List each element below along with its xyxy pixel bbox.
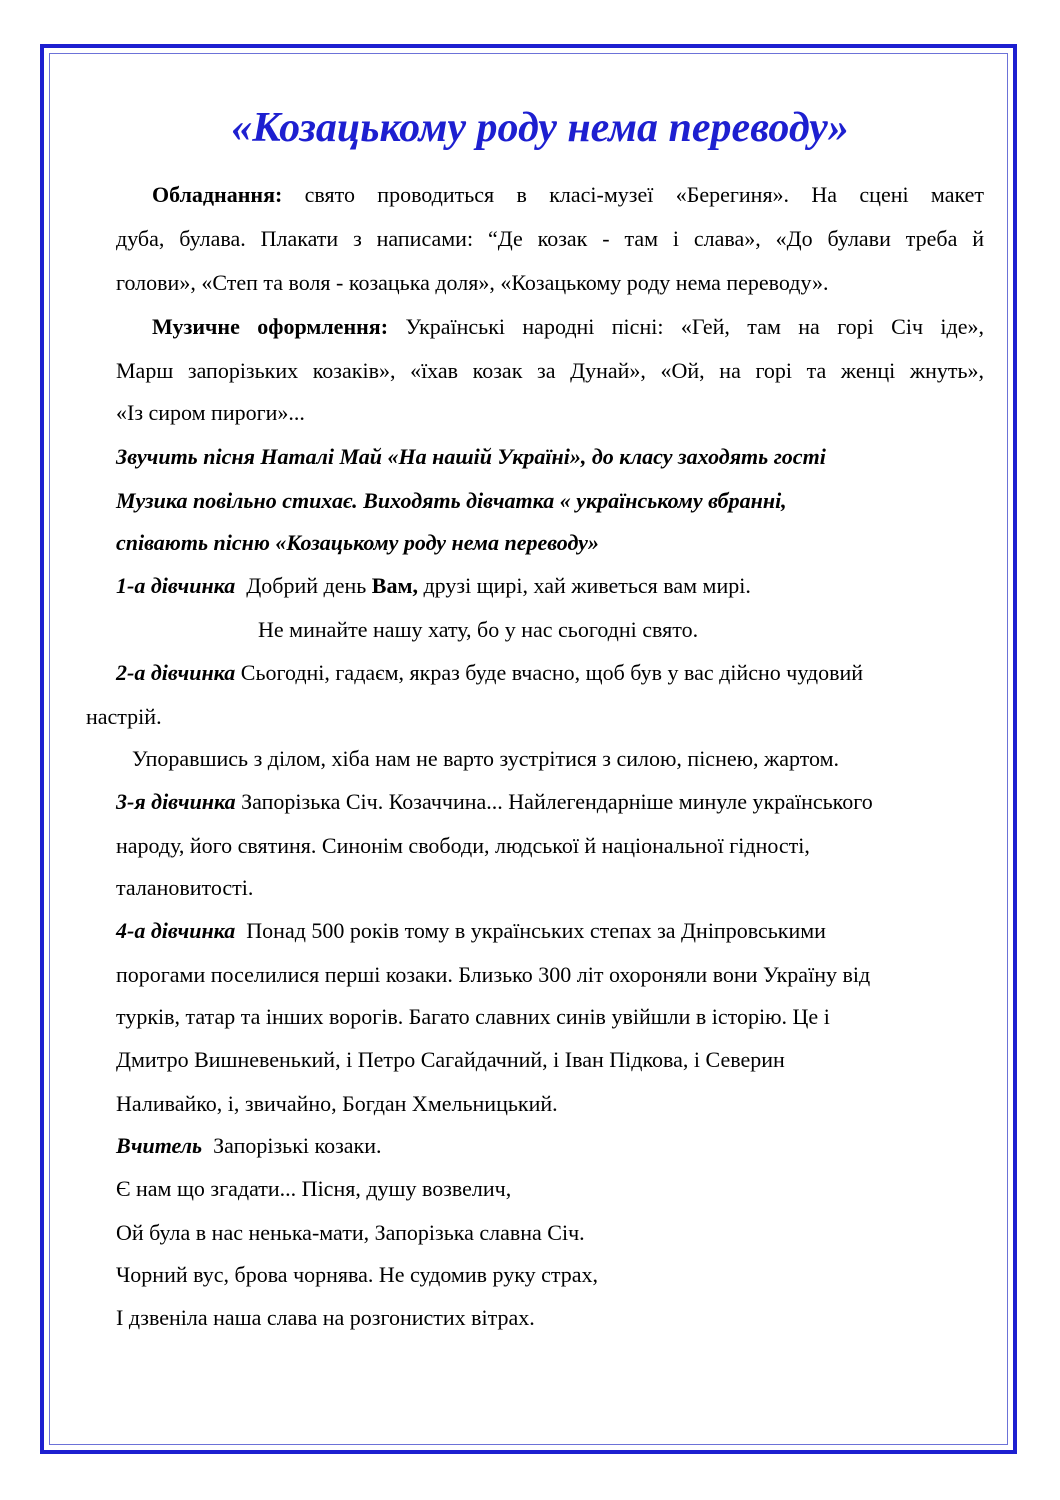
girl3-line-3: талановитості.: [116, 875, 254, 900]
girl2-line-2: настрій.: [86, 704, 162, 729]
music-label: Музичне оформлення:: [152, 314, 389, 339]
stage-direction-2: Музика повільно стихає. Виходять дівчатка « українському вбранні,: [116, 488, 787, 513]
girl4-line-4: Дмитро Вишневенький, і Петро Сагайдачний, і Іван Підкова, і Северин: [116, 1047, 785, 1072]
girl4-line-2: порогами поселилися перші козаки. Близько 300 літ охороняли вони Україну від: [116, 962, 871, 987]
teacher-verse-4: І дзвеніла наша слава на розгонистих вітрах.: [116, 1305, 535, 1330]
equipment-text-1: свято проводиться в класі-музеї «Берегиня». На сцені макет: [304, 182, 984, 207]
stage-direction-3: співають пісню «Козацькому роду нема переводу»: [116, 530, 599, 555]
stage-direction-1: Звучить пісня Наталі Май «На нашій Україні», до класу заходять гості: [116, 444, 826, 469]
girl1-text-a: Добрий день: [246, 573, 367, 598]
girl3-line-2: народу, його святиня. Синонім свободи, людської й національної гідності,: [116, 833, 810, 858]
girl1-line-1: [116, 573, 751, 599]
music-line-3: «Із сиром пироги»...: [116, 400, 305, 425]
girl3-text: Запорізька Січ. Козаччина... Найлегендарніше минуле українського: [241, 789, 873, 814]
equipment-label: Обладнання:: [152, 182, 283, 207]
music-line-1: [152, 314, 984, 340]
equipment-line-2: дуба, булава. Плакати з написами: “Де козак - там і слава», «До булави треба й: [116, 226, 984, 251]
music-text-1: Українські народні пісні: «Гей, там на горі Січ іде»,: [405, 314, 984, 339]
girl3-line-1: [116, 789, 873, 815]
teacher-line-1: [116, 1133, 382, 1159]
teacher-verse-1: Є нам що згадати... Пісня, душу возвелич,: [116, 1176, 512, 1201]
girl2-line-3: Упоравшись з ділом, хіба нам не варто зустрітися з силою, піснею, жартом.: [132, 746, 840, 771]
girl1-text-b: друзі щирі, хай живеться вам мирі.: [423, 573, 751, 598]
girl2-text: Сьогодні, гадаєм, якраз буде вчасно, щоб був у вас дійсно чудовий: [240, 660, 864, 685]
teacher-verse-2: Ой була в нас ненька-мати, Запорізька славна Січ.: [116, 1220, 585, 1245]
girl2-line-1: [116, 660, 863, 686]
teacher-verse-3: Чорний вус, брова чорнява. Не судомив руку страх,: [116, 1262, 598, 1287]
page-title: «Козацькому роду нема переводу»: [231, 105, 849, 151]
girl4-line-5: Наливайко, і, звичайно, Богдан Хмельницький.: [116, 1091, 558, 1116]
teacher-text: Запорізькі козаки.: [213, 1133, 382, 1158]
girl4-line-3: турків, татар та інших ворогів. Багато славних синів увійшли в історію. Це і: [116, 1004, 830, 1029]
teacher-speaker: Вчитель: [116, 1133, 203, 1158]
girl2-speaker: 2-а дівчинка: [116, 660, 236, 685]
music-line-2: Марш запорізьких козаків», «їхав козак за Дунай», «Ой, на горі та женці жнуть»,: [116, 358, 984, 383]
equipment-line-3: голови», «Степ та воля - козацька доля», «Козацькому роду нема переводу».: [116, 270, 829, 295]
girl1-line-2: Не минайте нашу хату, бо у нас сьогодні свято.: [258, 617, 699, 642]
girl3-speaker: 3-я дівчинка: [116, 789, 236, 814]
girl1-text-bold: Вам,: [371, 573, 418, 598]
girl4-speaker: 4-а дівчинка: [116, 918, 236, 943]
girl4-text: Понад 500 років тому в українських степах за Дніпровськими: [246, 918, 826, 943]
girl4-line-1: [116, 918, 826, 944]
girl1-speaker: 1-а дівчинка: [116, 573, 236, 598]
equipment-line-1: [152, 182, 984, 208]
